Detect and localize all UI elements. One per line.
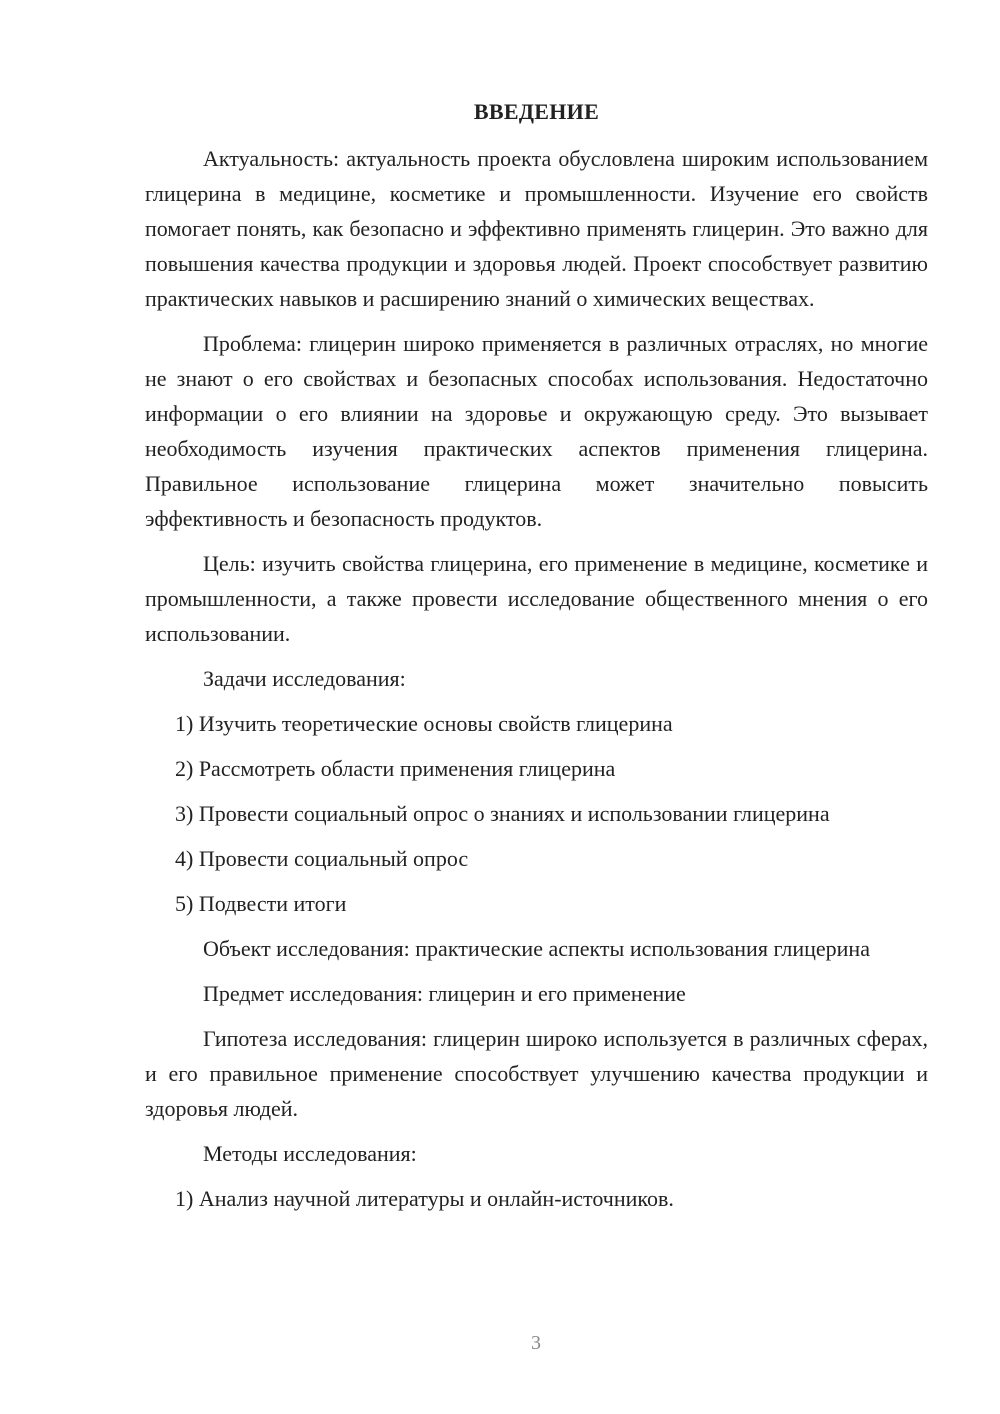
method-item: 1) Анализ научной литературы и онлайн-источников.	[175, 1186, 674, 1211]
task-item: 4) Провести социальный опрос	[175, 846, 469, 871]
page-content	[145, 94, 928, 1226]
methods-heading: Методы исследования:	[203, 1141, 417, 1166]
relevance-paragraph: Актуальность: актуальность проекта обусловлена широким использованием глицерина в медицине, косметике и промышленности. Изучение его свойств помогает понять, как безопасно и эффективно применять глицерин. Это важно для повышения качества продукции и здоровья людей. Проект способствует развитию практических навыков и расширению знаний о химических веществах.	[145, 146, 928, 311]
task-item: 3) Провести социальный опрос о знаниях и использовании глицерина	[175, 801, 830, 826]
task-item: 1) Изучить теоретические основы свойств глицерина	[175, 711, 673, 736]
hypothesis-paragraph: Гипотеза исследования: глицерин широко используется в различных сферах, и его правильное применение способствует улучшению качества продукции и здоровья людей.	[145, 1026, 928, 1121]
problem-paragraph: Проблема: глицерин широко применяется в различных отраслях, но многие не знают о его свойствах и безопасных способах использования. Недостаточно информации о его влиянии на здоровье и окружающую среду. Это вызывает необходимость изучения практических аспектов применения глицерина. Правильное использование глицерина может значительно повысить эффективность и безопасность продуктов.	[145, 331, 928, 531]
page-number: 3	[531, 1332, 541, 1354]
subject-paragraph: Предмет исследования: глицерин и его применение	[203, 981, 686, 1006]
section-heading: ВВЕДЕНИЕ	[473, 99, 600, 124]
task-item: 2) Рассмотреть области применения глицерина	[175, 756, 616, 781]
tasks-heading: Задачи исследования:	[203, 666, 406, 691]
object-paragraph: Объект исследования: практические аспекты использования глицерина	[203, 936, 870, 961]
task-item: 5) Подвести итоги	[175, 891, 347, 916]
goal-paragraph: Цель: изучить свойства глицерина, его применение в медицине, косметике и промышленности, а также провести исследование общественного мнения о его использовании.	[145, 551, 928, 646]
